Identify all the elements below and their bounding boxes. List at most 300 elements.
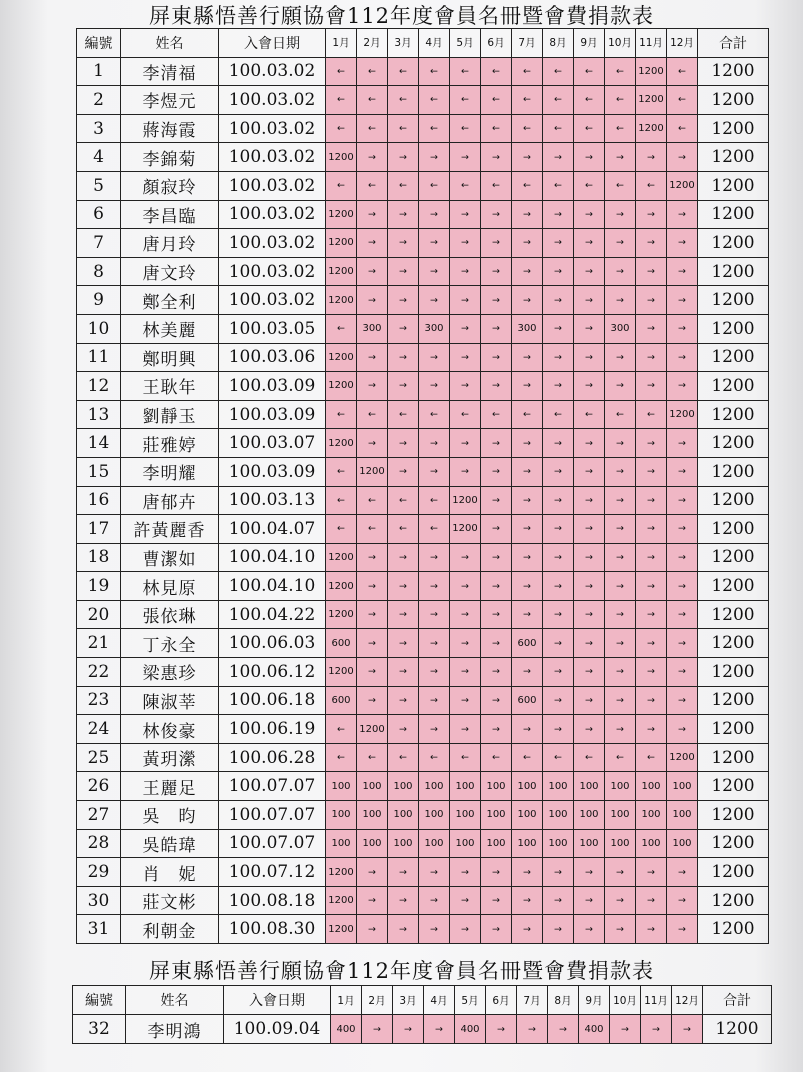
month-payment-cell: →: [636, 286, 667, 315]
month-payment-cell: →: [574, 486, 605, 515]
join-date-cell: 100.07.07: [219, 772, 326, 801]
total-cell: 1200: [698, 229, 769, 258]
month-payment-cell: →: [636, 572, 667, 601]
member-name-cell: 唐文玲: [121, 257, 219, 286]
total-cell: 1200: [698, 629, 769, 658]
month-payment-cell: →: [543, 543, 574, 572]
join-date-cell: 100.03.09: [219, 457, 326, 486]
month-payment-cell: →: [667, 229, 698, 258]
month-payment-cell: →: [667, 543, 698, 572]
month-payment-cell: →: [543, 915, 574, 944]
month-payment-cell: 100: [326, 772, 357, 801]
month-payment-cell: →: [481, 143, 512, 172]
month-payment-cell: →: [512, 257, 543, 286]
month-payment-cell: ←: [512, 86, 543, 115]
join-date-cell: 100.03.02: [219, 114, 326, 143]
join-date-cell: 100.03.05: [219, 314, 326, 343]
month-payment-cell: →: [481, 915, 512, 944]
month-payment-cell: →: [667, 629, 698, 658]
month-payment-cell: →: [450, 257, 481, 286]
total-cell: 1200: [698, 772, 769, 801]
month-payment-cell: →: [357, 286, 388, 315]
month-payment-cell: →: [605, 429, 636, 458]
table-row: [77, 686, 769, 715]
month-payment-cell: 100: [450, 829, 481, 858]
month-payment-cell: →: [636, 486, 667, 515]
month-payment-cell: ←: [481, 743, 512, 772]
month-payment-cell: ←: [512, 114, 543, 143]
month-payment-cell: ←: [419, 400, 450, 429]
month-payment-cell: 300: [605, 314, 636, 343]
join-date-cell: 100.04.10: [219, 543, 326, 572]
month-payment-cell: ←: [357, 400, 388, 429]
table-row: [77, 858, 769, 887]
month-payment-cell: 1200: [636, 86, 667, 115]
month-payment-cell: →: [667, 372, 698, 401]
join-date-cell: 100.03.09: [219, 400, 326, 429]
month-payment-cell: →: [605, 600, 636, 629]
month-payment-cell: ←: [574, 57, 605, 86]
join-date-cell: 100.03.02: [219, 86, 326, 115]
month-payment-cell: 100: [667, 801, 698, 830]
table-row: [77, 257, 769, 286]
member-name-cell: 陳淑莘: [121, 686, 219, 715]
month-payment-cell: →: [636, 372, 667, 401]
month-payment-cell: →: [605, 229, 636, 258]
month-payment-cell: →: [667, 429, 698, 458]
document-title-repeat: 屏東縣悟善行願協會112年度會員名冊暨會費捐款表: [148, 959, 655, 983]
join-date-cell: 100.08.30: [219, 915, 326, 944]
month-payment-cell: →: [450, 372, 481, 401]
column-header: 合計: [698, 29, 769, 58]
month-payment-cell: ←: [326, 114, 357, 143]
month-payment-cell: ←: [357, 515, 388, 544]
month-payment-cell: 100: [357, 772, 388, 801]
month-payment-cell: →: [419, 686, 450, 715]
month-payment-cell: ←: [388, 86, 419, 115]
member-number-cell: 29: [77, 858, 121, 887]
month-payment-cell: →: [450, 858, 481, 887]
table-row: [77, 886, 769, 915]
month-payment-cell: →: [512, 286, 543, 315]
month-payment-cell: ←: [636, 743, 667, 772]
month-payment-cell: →: [450, 543, 481, 572]
month-payment-cell: →: [636, 457, 667, 486]
month-payment-cell: ←: [543, 171, 574, 200]
month-payment-cell: →: [357, 229, 388, 258]
month-payment-cell: →: [543, 372, 574, 401]
month-payment-cell: →: [481, 200, 512, 229]
table-row: [77, 629, 769, 658]
month-payment-cell: →: [543, 858, 574, 887]
table-row: [77, 829, 769, 858]
join-date-cell: 100.03.02: [219, 257, 326, 286]
join-date-cell: 100.07.07: [219, 801, 326, 830]
month-payment-cell: 100: [574, 801, 605, 830]
month-payment-cell: →: [605, 486, 636, 515]
month-payment-cell: →: [574, 457, 605, 486]
month-payment-cell: →: [636, 686, 667, 715]
month-payment-cell: →: [419, 658, 450, 687]
month-payment-cell: ←: [481, 114, 512, 143]
month-payment-cell: →: [667, 686, 698, 715]
table-row: [77, 658, 769, 687]
month-payment-cell: ←: [481, 400, 512, 429]
member-number-cell: 26: [77, 772, 121, 801]
month-payment-cell: →: [574, 515, 605, 544]
join-date-cell: 100.03.07: [219, 429, 326, 458]
member-number-cell: 20: [77, 600, 121, 629]
column-header: 6月: [486, 986, 517, 1015]
month-payment-cell: →: [481, 543, 512, 572]
join-date-cell: 100.03.02: [219, 171, 326, 200]
month-payment-cell: ←: [512, 57, 543, 86]
month-payment-cell: →: [543, 658, 574, 687]
month-payment-cell: 300: [357, 314, 388, 343]
month-payment-cell: →: [636, 257, 667, 286]
month-payment-cell: ←: [512, 400, 543, 429]
table-row: [77, 772, 769, 801]
month-payment-cell: →: [605, 915, 636, 944]
member-number-cell: 2: [77, 86, 121, 115]
month-payment-cell: ←: [326, 515, 357, 544]
total-cell: 1200: [698, 801, 769, 830]
month-payment-cell: 100: [481, 829, 512, 858]
month-payment-cell: →: [667, 457, 698, 486]
member-number-cell: 27: [77, 801, 121, 830]
month-payment-cell: →: [636, 858, 667, 887]
member-name-cell: 吳皓瑋: [121, 829, 219, 858]
month-payment-cell: 1200: [326, 229, 357, 258]
month-payment-cell: 100: [388, 801, 419, 830]
column-header: 入會日期: [224, 986, 331, 1015]
table-row: [77, 515, 769, 544]
column-header: 11月: [636, 29, 667, 58]
month-payment-cell: →: [357, 372, 388, 401]
month-payment-cell: 1200: [326, 886, 357, 915]
table-row: [77, 572, 769, 601]
table-row: [77, 372, 769, 401]
join-date-cell: 100.06.19: [219, 715, 326, 744]
month-payment-cell: →: [543, 600, 574, 629]
month-payment-cell: →: [481, 343, 512, 372]
member-fee-table-2: [72, 985, 772, 1044]
table-row: [77, 200, 769, 229]
month-payment-cell: 1200: [326, 658, 357, 687]
member-number-cell: 25: [77, 743, 121, 772]
member-number-cell: 11: [77, 343, 121, 372]
table-row: [77, 114, 769, 143]
month-payment-cell: →: [548, 1015, 579, 1044]
month-payment-cell: 100: [481, 772, 512, 801]
month-payment-cell: →: [574, 143, 605, 172]
month-payment-cell: →: [605, 515, 636, 544]
table-row: [77, 486, 769, 515]
member-name-cell: 鄭明興: [121, 343, 219, 372]
month-payment-cell: →: [419, 629, 450, 658]
month-payment-cell: →: [419, 886, 450, 915]
column-header: 2月: [357, 29, 388, 58]
month-payment-cell: →: [450, 600, 481, 629]
month-payment-cell: →: [357, 686, 388, 715]
month-payment-cell: →: [574, 572, 605, 601]
month-payment-cell: 1200: [326, 858, 357, 887]
member-name-cell: 王麗足: [121, 772, 219, 801]
month-payment-cell: →: [450, 658, 481, 687]
month-payment-cell: →: [481, 257, 512, 286]
month-payment-cell: →: [424, 1015, 455, 1044]
member-name-cell: 顏寂玲: [121, 171, 219, 200]
total-cell: 1200: [698, 200, 769, 229]
month-payment-cell: →: [667, 200, 698, 229]
join-date-cell: 100.04.10: [219, 572, 326, 601]
month-payment-cell: →: [605, 715, 636, 744]
member-name-cell: 曹潔如: [121, 543, 219, 572]
total-cell: 1200: [698, 915, 769, 944]
member-number-cell: 7: [77, 229, 121, 258]
total-cell: 1200: [698, 86, 769, 115]
member-name-cell: 劉靜玉: [121, 400, 219, 429]
total-cell: 1200: [698, 257, 769, 286]
month-payment-cell: →: [543, 886, 574, 915]
member-name-cell: 李明耀: [121, 457, 219, 486]
column-header: 8月: [548, 986, 579, 1015]
table-row: [77, 457, 769, 486]
column-header: 11月: [641, 986, 672, 1015]
member-number-cell: 30: [77, 886, 121, 915]
member-number-cell: 28: [77, 829, 121, 858]
table-row: [77, 801, 769, 830]
month-payment-cell: →: [450, 686, 481, 715]
month-payment-cell: ←: [605, 86, 636, 115]
month-payment-cell: →: [357, 858, 388, 887]
month-payment-cell: →: [388, 686, 419, 715]
month-payment-cell: →: [450, 229, 481, 258]
total-cell: 1200: [698, 57, 769, 86]
month-payment-cell: 100: [543, 829, 574, 858]
total-cell: 1200: [698, 886, 769, 915]
month-payment-cell: 100: [419, 772, 450, 801]
month-payment-cell: ←: [605, 171, 636, 200]
month-payment-cell: →: [357, 543, 388, 572]
month-payment-cell: →: [419, 715, 450, 744]
month-payment-cell: ←: [605, 400, 636, 429]
total-cell: 1200: [698, 543, 769, 572]
join-date-cell: 100.08.18: [219, 886, 326, 915]
month-payment-cell: ←: [481, 57, 512, 86]
month-payment-cell: →: [574, 600, 605, 629]
month-payment-cell: →: [574, 858, 605, 887]
member-fee-table: [76, 28, 769, 944]
column-header: 7月: [517, 986, 548, 1015]
month-payment-cell: 1200: [450, 486, 481, 515]
column-header: 10月: [605, 29, 636, 58]
month-payment-cell: →: [481, 629, 512, 658]
join-date-cell: 100.07.12: [219, 858, 326, 887]
month-payment-cell: →: [450, 886, 481, 915]
month-payment-cell: ←: [481, 86, 512, 115]
month-payment-cell: →: [357, 200, 388, 229]
month-payment-cell: ←: [667, 86, 698, 115]
month-payment-cell: ←: [419, 171, 450, 200]
month-payment-cell: →: [388, 257, 419, 286]
month-payment-cell: 100: [512, 801, 543, 830]
month-payment-cell: 1200: [326, 143, 357, 172]
month-payment-cell: 400: [331, 1015, 362, 1044]
column-header: 4月: [419, 29, 450, 58]
month-payment-cell: ←: [419, 86, 450, 115]
month-payment-cell: →: [419, 429, 450, 458]
month-payment-cell: →: [388, 229, 419, 258]
month-payment-cell: →: [388, 543, 419, 572]
month-payment-cell: ←: [667, 114, 698, 143]
table-row: [77, 343, 769, 372]
total-cell: 1200: [698, 743, 769, 772]
month-payment-cell: →: [388, 286, 419, 315]
month-payment-cell: 1200: [357, 715, 388, 744]
total-cell: 1200: [703, 1015, 772, 1044]
month-payment-cell: ←: [326, 486, 357, 515]
month-payment-cell: →: [610, 1015, 641, 1044]
member-number-cell: 9: [77, 286, 121, 315]
month-payment-cell: →: [667, 257, 698, 286]
month-payment-cell: ←: [419, 114, 450, 143]
month-payment-cell: ←: [326, 314, 357, 343]
join-date-cell: 100.06.12: [219, 658, 326, 687]
month-payment-cell: ←: [419, 486, 450, 515]
month-payment-cell: →: [667, 486, 698, 515]
month-payment-cell: ←: [574, 743, 605, 772]
month-payment-cell: →: [636, 429, 667, 458]
month-payment-cell: →: [574, 429, 605, 458]
month-payment-cell: →: [512, 343, 543, 372]
month-payment-cell: →: [357, 343, 388, 372]
month-payment-cell: 100: [574, 772, 605, 801]
month-payment-cell: ←: [419, 515, 450, 544]
month-payment-cell: →: [574, 200, 605, 229]
month-payment-cell: ←: [574, 86, 605, 115]
month-payment-cell: ←: [450, 86, 481, 115]
total-cell: 1200: [698, 686, 769, 715]
month-payment-cell: 1200: [667, 171, 698, 200]
month-payment-cell: ←: [450, 171, 481, 200]
month-payment-cell: ←: [388, 743, 419, 772]
total-cell: 1200: [698, 286, 769, 315]
month-payment-cell: 100: [388, 829, 419, 858]
month-payment-cell: 100: [667, 829, 698, 858]
month-payment-cell: ←: [667, 57, 698, 86]
month-payment-cell: 1200: [667, 400, 698, 429]
column-header: 姓名: [121, 29, 219, 58]
month-payment-cell: →: [605, 543, 636, 572]
total-cell: 1200: [698, 486, 769, 515]
table-row: [77, 429, 769, 458]
month-payment-cell: →: [450, 457, 481, 486]
month-payment-cell: →: [357, 600, 388, 629]
month-payment-cell: 1200: [326, 572, 357, 601]
month-payment-cell: ←: [388, 486, 419, 515]
month-payment-cell: →: [512, 429, 543, 458]
month-payment-cell: →: [362, 1015, 393, 1044]
column-header: 3月: [393, 986, 424, 1015]
month-payment-cell: →: [543, 343, 574, 372]
member-number-cell: 32: [73, 1015, 126, 1044]
month-payment-cell: →: [450, 314, 481, 343]
join-date-cell: 100.07.07: [219, 829, 326, 858]
month-payment-cell: ←: [543, 86, 574, 115]
month-payment-cell: →: [667, 343, 698, 372]
column-header: 10月: [610, 986, 641, 1015]
month-payment-cell: →: [512, 457, 543, 486]
member-name-cell: 莊雅婷: [121, 429, 219, 458]
month-payment-cell: →: [574, 343, 605, 372]
month-payment-cell: →: [481, 314, 512, 343]
total-cell: 1200: [698, 343, 769, 372]
month-payment-cell: ←: [326, 86, 357, 115]
month-payment-cell: 100: [419, 801, 450, 830]
month-payment-cell: →: [388, 600, 419, 629]
member-name-cell: 林美麗: [121, 314, 219, 343]
month-payment-cell: 100: [450, 772, 481, 801]
total-cell: 1200: [698, 114, 769, 143]
total-cell: 1200: [698, 314, 769, 343]
table-row: [77, 543, 769, 572]
member-number-cell: 24: [77, 715, 121, 744]
month-payment-cell: 100: [357, 829, 388, 858]
member-number-cell: 14: [77, 429, 121, 458]
member-name-cell: 丁永全: [121, 629, 219, 658]
column-header: 入會日期: [219, 29, 326, 58]
join-date-cell: 100.03.02: [219, 57, 326, 86]
table-row: [77, 400, 769, 429]
month-payment-cell: →: [512, 886, 543, 915]
month-payment-cell: →: [636, 658, 667, 687]
month-payment-cell: →: [481, 515, 512, 544]
month-payment-cell: →: [357, 915, 388, 944]
member-name-cell: 李煜元: [121, 86, 219, 115]
month-payment-cell: →: [419, 572, 450, 601]
month-payment-cell: ←: [388, 515, 419, 544]
month-payment-cell: →: [388, 200, 419, 229]
member-name-cell: 張依琳: [121, 600, 219, 629]
member-number-cell: 4: [77, 143, 121, 172]
month-payment-cell: →: [388, 886, 419, 915]
member-name-cell: 李昌臨: [121, 200, 219, 229]
month-payment-cell: ←: [388, 57, 419, 86]
month-payment-cell: →: [574, 658, 605, 687]
member-name-cell: 林見原: [121, 572, 219, 601]
month-payment-cell: →: [543, 515, 574, 544]
month-payment-cell: →: [388, 915, 419, 944]
column-header: 4月: [424, 986, 455, 1015]
month-payment-cell: ←: [388, 171, 419, 200]
month-payment-cell: →: [543, 572, 574, 601]
month-payment-cell: 100: [388, 772, 419, 801]
month-payment-cell: →: [636, 143, 667, 172]
month-payment-cell: →: [543, 200, 574, 229]
month-payment-cell: ←: [636, 171, 667, 200]
month-payment-cell: 100: [667, 772, 698, 801]
month-payment-cell: →: [667, 886, 698, 915]
month-payment-cell: 1200: [326, 343, 357, 372]
month-payment-cell: 400: [455, 1015, 486, 1044]
month-payment-cell: →: [357, 886, 388, 915]
month-payment-cell: ←: [481, 171, 512, 200]
month-payment-cell: →: [574, 715, 605, 744]
month-payment-cell: →: [481, 286, 512, 315]
month-payment-cell: 100: [450, 801, 481, 830]
month-payment-cell: →: [388, 143, 419, 172]
